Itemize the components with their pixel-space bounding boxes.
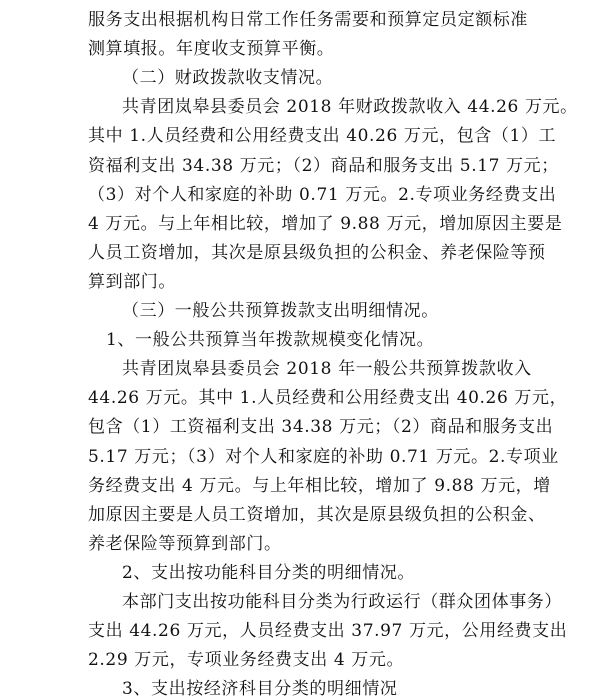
text-line-4: 共青团岚皋县委员会 2018 年财政拨款收入 44.26 万元。 [122,97,578,118]
text-line-6: 资福利支出 34.38 万元；（2）商品和服务支出 5.17 万元； [88,155,559,176]
text-line-23: 2.29 万元，专项业务经费支出 4 万元。 [88,650,405,671]
section-heading-3: （三）一般公共预算拨款支出明细情况。 [122,301,439,321]
text-line-10: 算到部门。 [88,271,176,292]
text-line-7: （3）对个人和家庭的补助 0.71 万元。2.专项业务经费支出 [88,184,557,205]
subsection-heading-2: 2、支出按功能科目分类的明细情况。 [122,562,416,583]
subsection-heading-3: 3、支出按经济科目分类的明细情况 [122,679,398,700]
subsection-heading-1: 1、一般公共预算当年拨款规模变化情况。 [106,330,435,351]
text-line-18: 加原因主要是人员工资增加，其次是原县级负担的公积金、 [88,504,546,525]
text-line-5: 其中 1.人员经费和公用经费支出 40.26 万元，包含（1）工 [88,126,557,147]
text-line-17: 务经费支出 4 万元。与上年相比较，增加了 9.88 万元，增 [88,475,551,496]
text-line-14: 44.26 万元。其中 1.人员经费和公用经费支出 40.26 万元， [88,388,568,409]
text-line-16: 5.17 万元；（3）对个人和家庭的补助 0.71 万元。2.专项业 [88,446,559,467]
section-heading-2: （二）财政拨款收支情况。 [122,68,334,89]
text-line-9: 人员工资增加，其次是原县级负担的公积金、养老保险等预 [88,242,546,263]
text-line-22: 支出 44.26 万元，人员经费支出 37.97 万元，公用经费支出 [88,621,568,642]
text-line-2: 测算填报。年度收支预算平衡。 [88,39,335,60]
text-line-15: 包含（1）工资福利支出 34.38 万元；（2）商品和服务支出 [88,417,554,438]
text-line-13: 共青团岚皋县委员会 2018 年一般公共预算拨款收入 [122,359,532,380]
text-line-21: 本部门支出按功能科目分类为行政运行（群众团体事务） [122,592,562,612]
text-line-1: 服务支出根据机构日常工作任务需要和预算定员定额标准 [88,10,528,30]
text-line-8: 4 万元。与上年相比较，增加了 9.88 万元，增加原因主要是 [88,213,563,234]
text-line-19: 养老保险等预算到部门。 [88,533,282,554]
